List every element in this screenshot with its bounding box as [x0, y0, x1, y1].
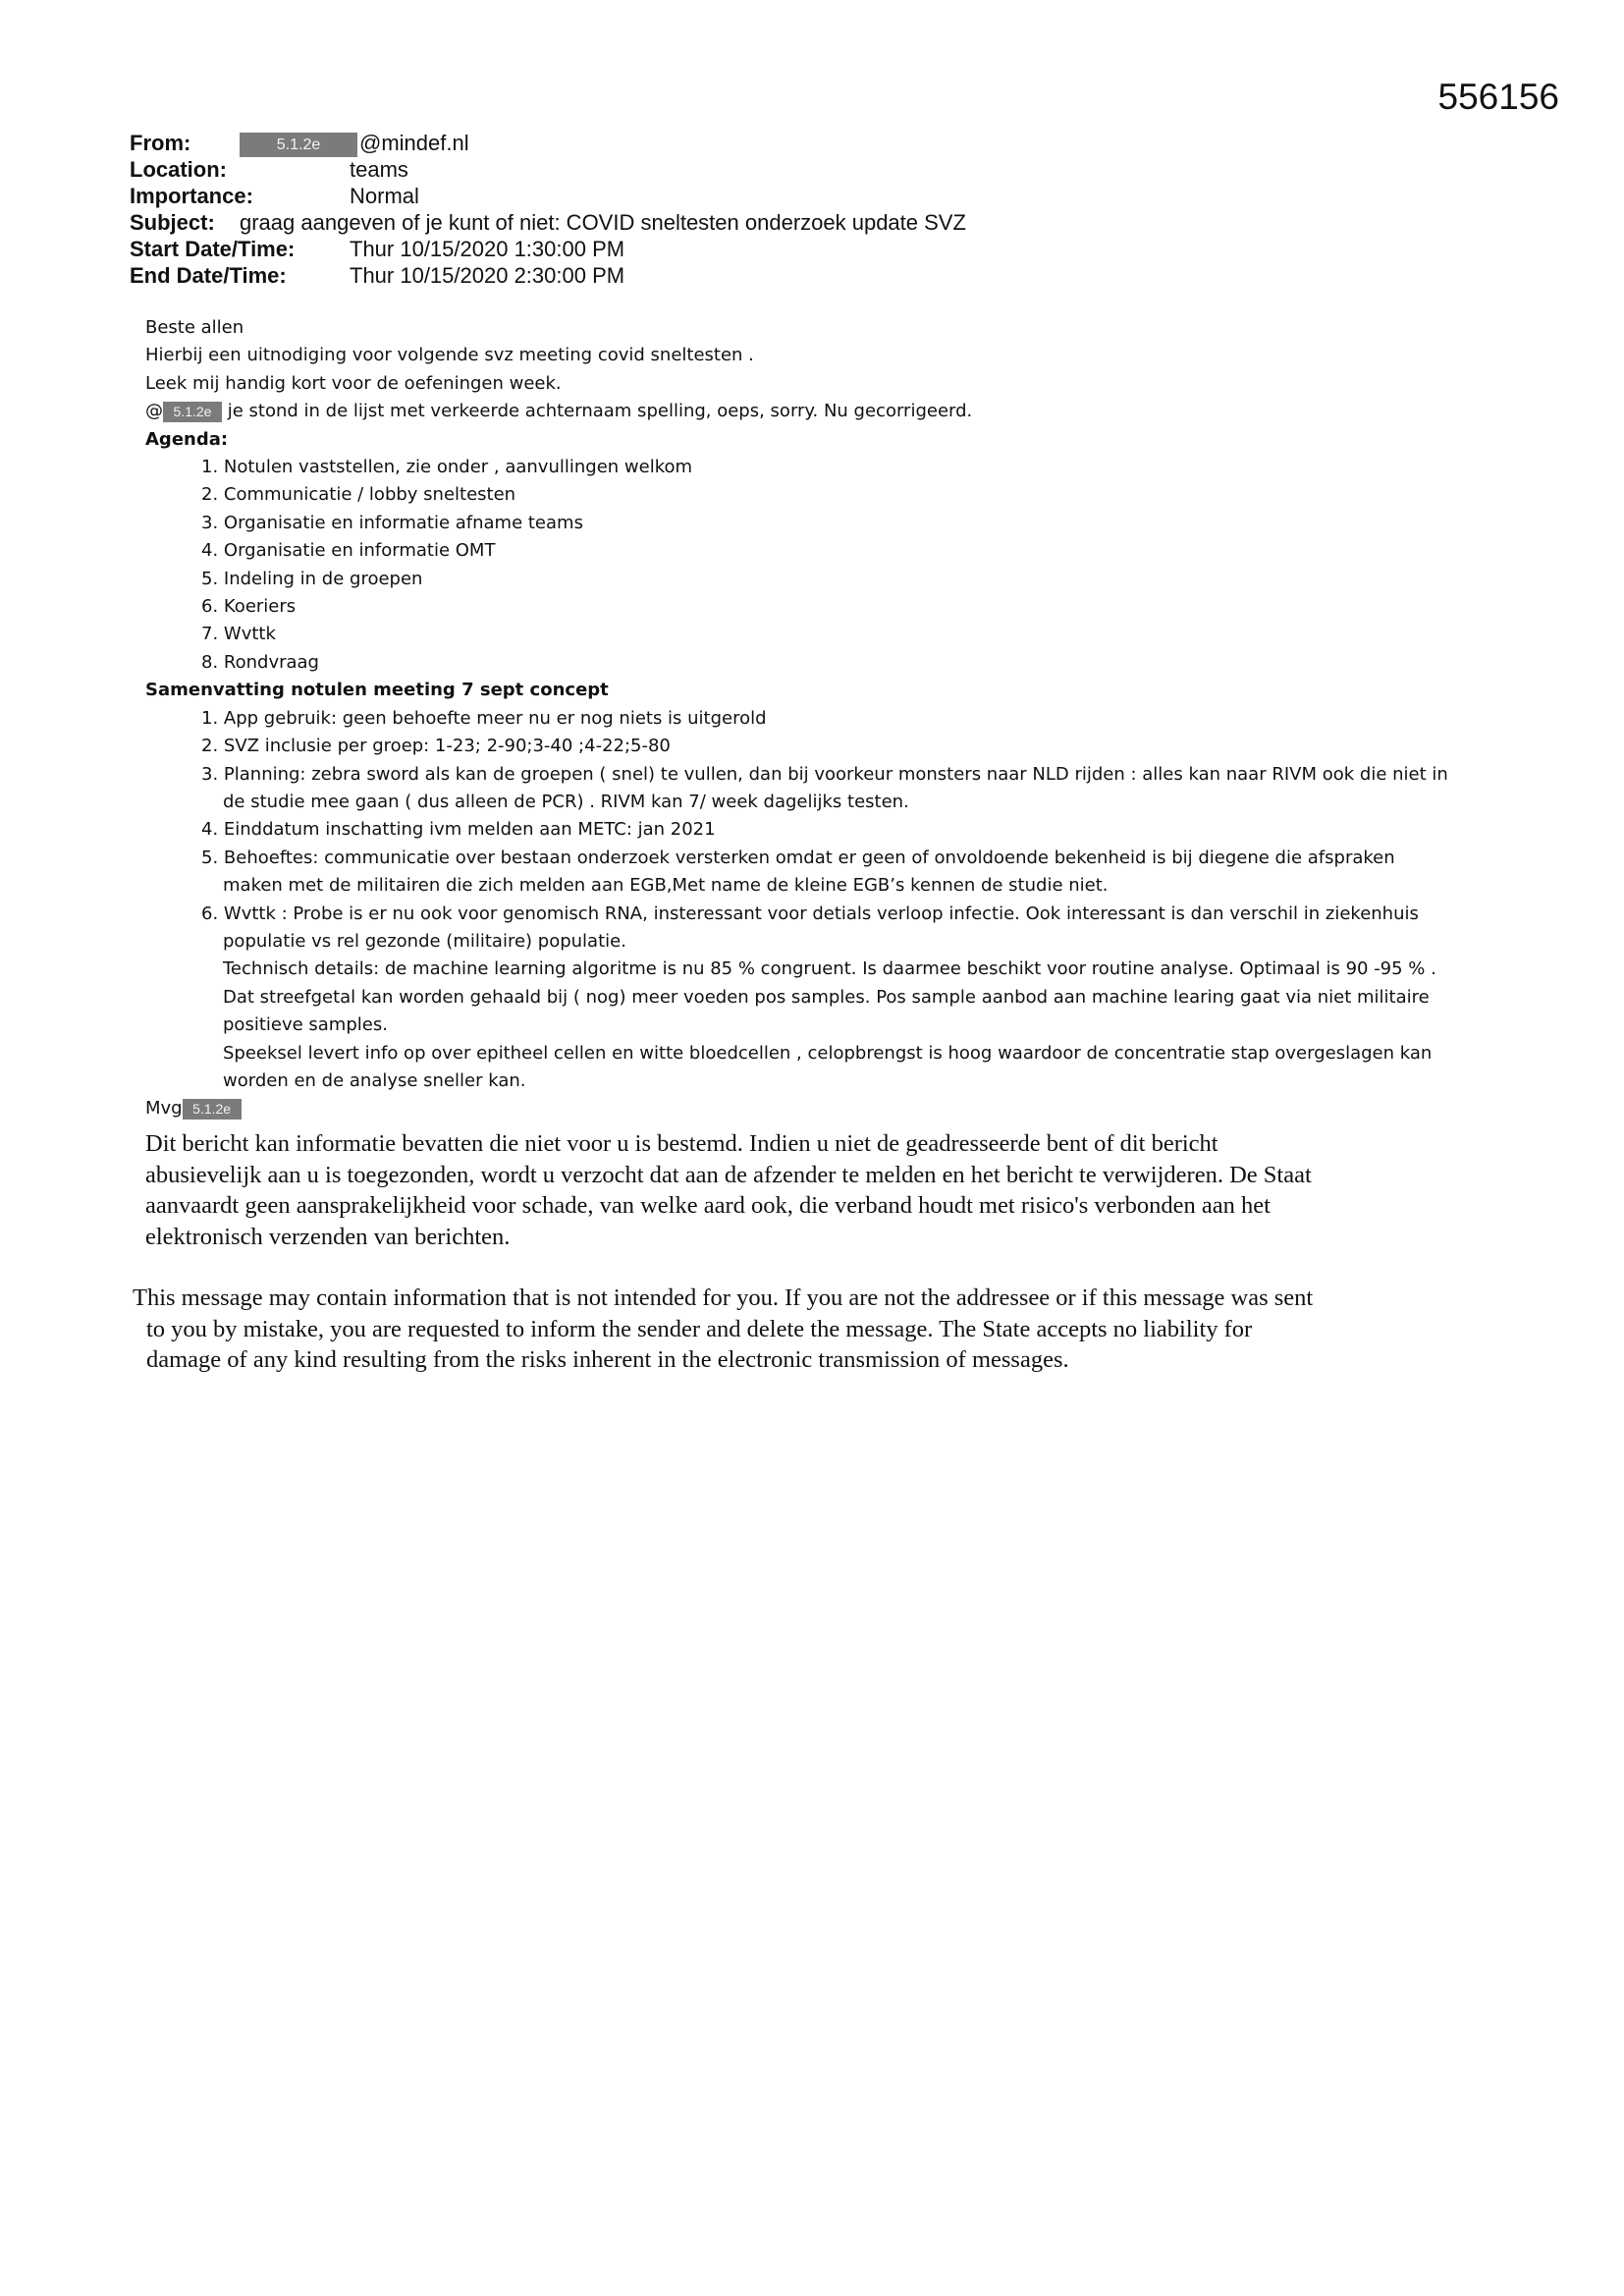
location-row — [130, 156, 408, 183]
subject-value: graag aangeven of je kunt of niet: COVID sneltesten onderzoek update SVZ — [240, 210, 966, 235]
tech-line: positieve samples. — [223, 1014, 388, 1036]
agenda-item: 4. Organisatie en informatie OMT — [201, 540, 496, 562]
mention-text: je stond in de lijst met verkeerde achternaam spelling, oeps, sorry. Nu gecorrigeerd. — [222, 401, 973, 422]
summary-item — [145, 845, 1500, 901]
summary-text: 6. Wvttk : Probe is er nu ook voor genomisch RNA, insteressant voor detials verloop infectie. Ook interessant is dan verschil in ziekenhuis — [201, 902, 1419, 924]
disclaimer-line: This message may contain information that is not intended for you. If you are not the addressee or if this message was sent — [133, 1285, 1314, 1311]
disclaimer-line: aanvaardt geen aansprakelijkheid voor schade, van welke aard ook, die verband houdt met risico's verbonden aan het — [145, 1192, 1271, 1219]
importance-label: Importance: — [130, 184, 253, 208]
end-value: Thur 10/15/2020 2:30:00 PM — [350, 263, 625, 288]
tech-line: Technisch details: de machine learning algoritme is nu 85 % congruent. Is daarmee beschikt voor routine analyse. Optimaal is 90 -95 % . — [223, 958, 1436, 980]
from-label: From: — [130, 131, 191, 155]
start-value: Thur 10/15/2020 1:30:00 PM — [350, 237, 625, 261]
summary-item — [145, 733, 1500, 760]
location-value: teams — [350, 157, 408, 182]
intro-line: Hierbij een uitnodiging voor volgende svz meeting covid sneltesten . — [145, 345, 754, 366]
agenda-title: Agenda: — [145, 428, 229, 450]
redaction-box: 5.1.2e — [183, 1099, 242, 1120]
summary-text: 4. Einddatum inschatting ivm melden aan METC: jan 2021 — [201, 819, 716, 841]
summary-continuation: de studie mee gaan ( dus alleen de PCR) . RIVM kan 7/ week dagelijks testen. — [223, 791, 909, 812]
summary-list — [145, 705, 1500, 957]
summary-item — [145, 901, 1500, 957]
importance-value: Normal — [350, 184, 419, 208]
disclaimer-line: Dit bericht kan informatie bevatten die niet voor u is bestemd. Indien u niet de geadresseerde bent of dit bericht — [145, 1130, 1218, 1157]
disclaimer-english — [133, 1283, 1507, 1376]
from-row — [130, 130, 469, 156]
disclaimer-dutch — [145, 1128, 1451, 1252]
summary-continuation: maken met de militairen die zich melden aan EGB,Met name de kleine EGB’s kennen de studie niet. — [223, 875, 1109, 897]
start-label: Start Date/Time: — [130, 237, 296, 261]
summary-item — [145, 705, 1500, 733]
summary-text: 2. SVZ inclusie per groep: 1-23; 2-90;3-40 ;4-22;5-80 — [201, 736, 671, 757]
agenda-item: 6. Koeriers — [201, 596, 297, 618]
agenda-item: 3. Organisatie en informatie afname teams — [201, 512, 583, 533]
from-value — [240, 130, 469, 157]
end-row — [130, 262, 625, 289]
tech-line: Dat streefgetal kan worden gehaald bij ( nog) meer voeden pos samples. Pos sample aanbod aan machine learing gaat via niet militaire — [223, 986, 1430, 1008]
start-row — [130, 236, 625, 262]
summary-text: 1. App gebruik: geen behoefte meer nu er nog niets is uitgerold — [201, 707, 767, 729]
saliva-line: Speeksel levert info op over epitheel cellen en witte bloedcellen , celopbrengst is hoog waardoor de concentratie stap overgeslagen kan — [223, 1042, 1433, 1064]
redaction-box: 5.1.2e — [163, 402, 222, 422]
summary-text: 5. Behoeftes: communicatie over bestaan onderzoek versterken omdat er geen of onvoldoende bekenheid is bij diegene die afspraken — [201, 847, 1395, 868]
intro-line: Leek mij handig kort voor de oefeningen week. — [145, 372, 562, 394]
mention-line — [145, 398, 1500, 425]
greeting: Beste allen — [145, 317, 244, 338]
disclaimer-line: elektronisch verzenden van berichten. — [145, 1223, 511, 1250]
subject-row — [130, 209, 966, 236]
summary-text: 3. Planning: zebra sword als kan de groepen ( snel) te vullen, dan bij voorkeur monsters naar NLD rijden : alles kan naar RIVM ook die niet in — [201, 763, 1448, 785]
disclaimer-line: abusievelijk aan u is toegezonden, wordt u verzocht dat aan de afzender te melden en het bericht te verwijderen. De Staat — [145, 1161, 1312, 1188]
disclaimer-line: damage of any kind resulting from the risks inherent in the electronic transmission of messages. — [146, 1346, 1069, 1373]
mention-at: @ — [145, 401, 163, 422]
agenda-item: 7. Wvttk — [201, 624, 276, 645]
disclaimer-line: to you by mistake, you are requested to inform the sender and delete the message. The State accepts no liability for — [146, 1315, 1253, 1342]
saliva-line: worden en de analyse sneller kan. — [223, 1069, 526, 1091]
redaction-box: 5.1.2e — [240, 133, 357, 157]
end-label: End Date/Time: — [130, 263, 287, 288]
summary-item — [145, 816, 1500, 844]
agenda-item: 5. Indeling in de groepen — [201, 568, 423, 589]
technical-details — [145, 956, 1500, 1095]
importance-row — [130, 183, 419, 209]
agenda-item: 1. Notulen vaststellen, zie onder , aanvullingen welkom — [201, 457, 693, 478]
email-body — [145, 314, 1500, 1123]
agenda-item: 8. Rondvraag — [201, 651, 319, 673]
agenda-item: 2. Communicatie / lobby sneltesten — [201, 484, 516, 506]
closing-line — [145, 1095, 1500, 1122]
agenda-list — [145, 454, 1500, 677]
from-domain: @mindef.nl — [359, 131, 469, 155]
closing: Mvg — [145, 1098, 183, 1120]
email-header — [130, 130, 966, 289]
summary-continuation: populatie vs rel gezonde (militaire) populatie. — [223, 930, 626, 952]
document-number: 556156 — [1437, 77, 1559, 117]
location-label: Location: — [130, 157, 227, 182]
summary-item — [145, 761, 1500, 817]
subject-label: Subject: — [130, 210, 215, 235]
summary-title: Samenvatting notulen meeting 7 sept concept — [145, 680, 609, 701]
